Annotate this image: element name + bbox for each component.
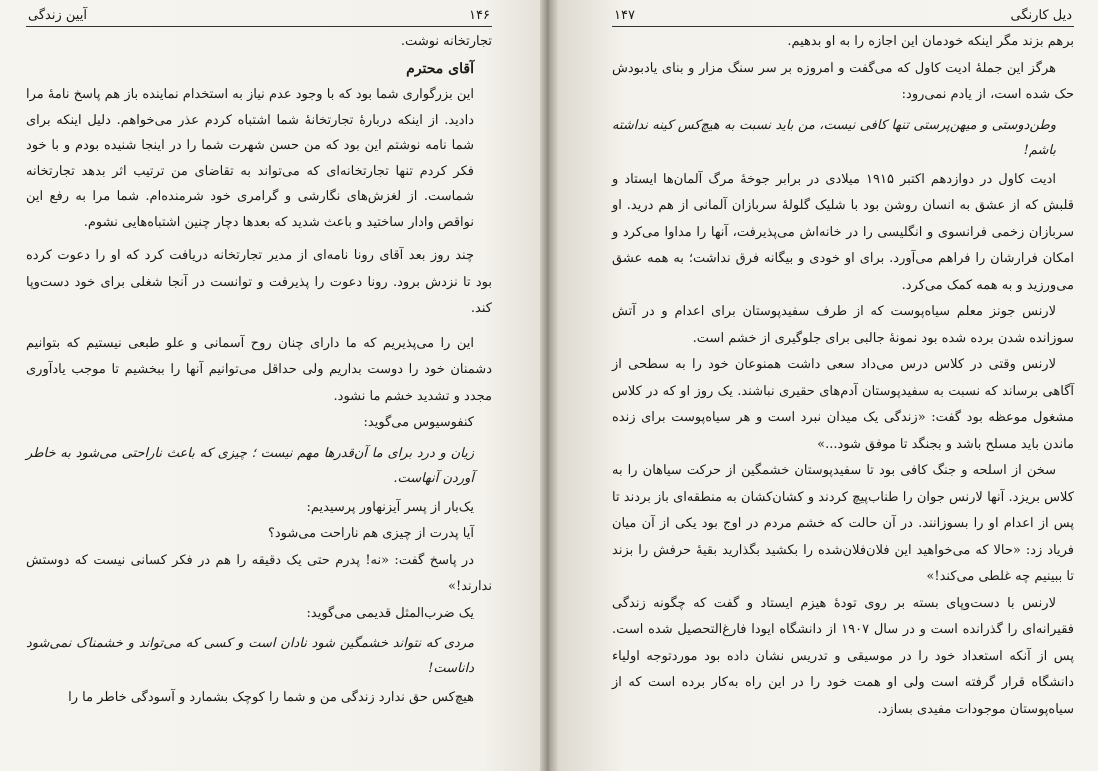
right-page — [548, 0, 1098, 771]
question: آیا پدرت از چیزی هم ناراحت می‌شود؟ — [267, 526, 474, 541]
quote-intro: کنفوسیوس می‌گوید: — [363, 415, 474, 430]
quote: زیان و درد برای ما آن‌قدرها مهم نیست ؛ چیزی که باعث ناراحتی می‌شود به خاطر آوردن آنهاست. — [26, 445, 474, 486]
right-page-number: ۱۴۷ — [614, 8, 635, 23]
text-line: برهم بزند مگر اینکه خودمان این اجازه را به او بدهیم. — [787, 34, 1074, 49]
answer: در پاسخ گفت: «نه! پدرم حتی یک دقیقه را هم در فکر کسانی نیست که دوستش ندارند!» — [26, 552, 492, 594]
paragraph: ادیت کاول در دوازدهم اکتبر ۱۹۱۵ میلادی در برابر جوخهٔ مرگ آلمان‌ها ایستاد و قلبش که از عشق به انسان روشن بود با شلیک گلولهٔ سربازان آلمانی از هم درید. او سربازان زخمی فرانسوی و انگلیسی را در خانه‌اش می‌پذیرفت، آنها را مداوا می‌کرد و امکان فرارشان را فراهم می‌آورد. برای او خودی و بیگانه فرق نداشت؛ به همه عشق می‌ورزید و به همه کمک می‌کرد. — [612, 171, 1074, 293]
text-line: تجارتخانه نوشت. — [400, 34, 492, 49]
right-running-title: دیل کارنگی — [1010, 8, 1072, 23]
right-page-header — [612, 8, 1074, 27]
paragraph: چند روز بعد آقای رونا نامه‌ای از مدیر تجارتخانه دریافت کرد که او را دعوت کرده بود تا نزدش برود. رونا دعوت را پذیرفت و توانست در آنجا شغلی برای خود دست‌وپا کند. — [26, 248, 492, 316]
letter-body: این بزرگواری شما بود که با وجود عدم نیاز به استخدام نماینده باز هم پاسخ نامهٔ مرا دادید. از اینکه دربارهٔ تجارتخانهٔ شما اشتباه کردم عذر می‌خواهم. دلیل اینکه برای شما نامه نوشتم این بود که من حسن شهرت شما را در اینجا شنیده بودم و با خود فکر کردم تنها تجارتخانه‌ای که می‌تواند به تقاضای من ترتیب اثر بدهد تجارتخانه شماست. از لغزش‌های نگارشی و گرامری خود شرمنده‌ام. شما مرا به رفع این نواقص وادار ساختید و باعث شدید که بعدها دچار چنین اشتباه‌هایی نشوم. — [26, 87, 474, 230]
paragraph: یک‌بار از پسر آیزنهاور پرسیدیم: — [306, 499, 474, 515]
paragraph: لارنس جونز معلم سیاه‌پوست که از طرف سفیدپوستان برای اعدام و در آتش سوزانده شدن برده شده بود نمونهٔ جالبی برای جلوگیری از خشم است. — [612, 304, 1074, 346]
left-page-number: ۱۴۶ — [469, 8, 490, 23]
quote: وطن‌دوستی و میهن‌پرستی تنها کافی نیست، من باید نسبت به هیچ‌کس کینه نداشته باشم! — [612, 117, 1056, 158]
paragraph: این را می‌پذیریم که ما دارای چنان روح آسمانی و علو طبعی نیستیم که بتوانیم دشمنان خود را دوست بداریم ولی حداقل می‌توانیم آنها را ببخشیم تا موجب یادآوری مجدد و تشدید خشم ما نشود. — [26, 335, 492, 404]
letter-salutation: آقای محترم — [406, 60, 474, 77]
right-page-body — [612, 27, 1074, 723]
left-running-title: آیین زندگی — [28, 8, 87, 23]
paragraph: سخن از اسلحه و جنگ کافی بود تا سفیدپوستان خشمگین از حرکت سیاهان را به کلاس بریزد. آنها لارنس جوان را طناب‌پیچ کردند و کشان‌کشان به منطقه‌ای باز بردند تا پس از اعدام او را بسوزانند. در آن حالت که خشم مردم در اوج بود یکی از آن میان فریاد زد: «حالا که می‌خواهید این فلان‌فلان‌شده را بکشید بگذارید بقیهٔ حرفش را بزند تا ببینیم چه غلطی می‌کند!» — [612, 463, 1074, 584]
quote: مردی که نتواند خشمگین شود نادان است و کسی که می‌تواند و خشمناک نمی‌شود داناست! — [26, 636, 474, 676]
paragraph: هرگز این جملهٔ ادیت کاول که می‌گفت و امروزه بر سر سنگ مزار و بنای یادبودش حک شده است، از یادم نمی‌رود: — [612, 60, 1074, 102]
paragraph: لارنس وقتی در کلاس درس می‌داد سعی داشت همنوعان خود را به سطحی از آگاهی برساند که نسبت به سفیدپوستان آدم‌های حقیری نباشند. یک روز او که در کلاس مشغول موعظه بود گفت: «زندگی یک میدان نبرد است و هر سیاه‌پوست برای زنده ماندن باید مسلح باشد و بجنگد تا موفق شود...» — [612, 357, 1074, 452]
quote-intro: یک ضرب‌المثل قدیمی می‌گوید: — [306, 605, 474, 621]
left-page-header — [26, 8, 492, 27]
paragraph: هیچ‌کس حق ندارد زندگی من و شما را کوچک بشمارد و آسودگی خاطر ما را — [68, 690, 474, 705]
left-page — [0, 0, 548, 771]
book-gutter — [540, 0, 558, 771]
left-page-body — [26, 27, 492, 712]
paragraph: لارنس با دست‌وپای بسته بر روی تودهٔ هیزم ایستاد و گفت که چگونه زندگی فقیرانه‌ای را گذرانده است و در سال ۱۹۰۷ از دانشگاه ایودا فارغ‌التحصیل شده است. پس از آنکه استعداد خود را در موسیقی و تدریس نشان داده بود موردتوجه اولیاء دانشگاه قرار گرفته است ولی او همت خود را در این راه به‌کار برده است که از سیاه‌پوستان موجودات مفیدی بسازد. — [612, 595, 1074, 717]
